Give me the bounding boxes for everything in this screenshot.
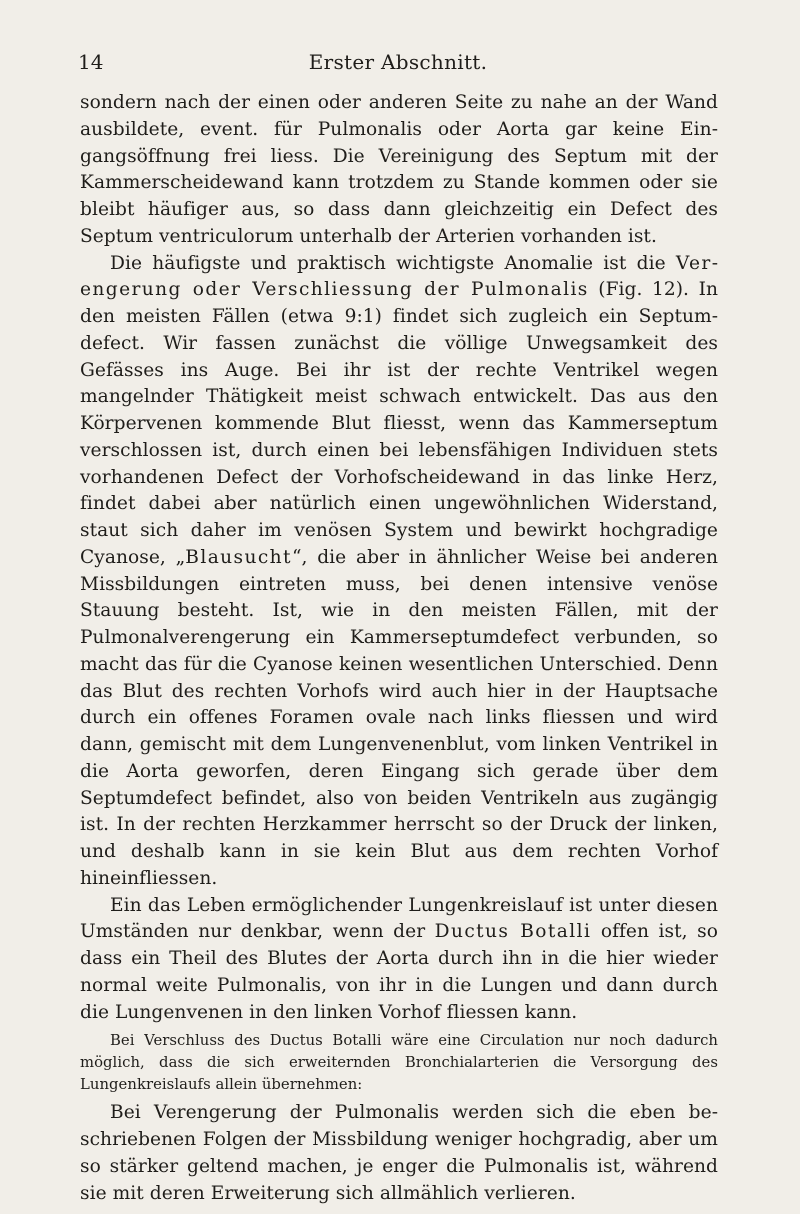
paragraph-3-text-a: Ein das Leben ermöglichender Lungenkreislauf ist unter diesen Umständen nur denkbar, wenn der [80,894,718,943]
paragraph-3-text-b: offen ist, so dass ein Theil des Blutes der Aorta durch ihn in die hier wieder normal weite Pulmonalis, von ihr in die Lungen und dann durch die Lungenvenen in den linken Vorhof fliessen kann. [80,921,718,1023]
note-text: Bei Verschluss des Ductus Botalli wäre eine Circulation nur noch dadurch möglich, dass die sich erweiternden Bronchialarterien die Versorgung des Lungenkreislaufs allein übernehmen: [80,1032,718,1094]
paragraph-1: sondern nach der einen oder anderen Seite zu nahe an der Wand ausbildete, event. für Pulmonalis oder Aorta gar keine Eingangsöffnung frei liess. Die Vereinigung des Septum mit der Kammerscheidewand kann trotzdem zu Stande kommen oder sie bleibt häufiger aus, so dass dann gleichzeitig ein Defect des Septum ventriculorum unterhalb der Arterien vorhanden ist. [80,92,718,247]
paragraph-3 [80,893,718,1027]
paragraph-2-term-blausucht: Blausucht [185,546,292,568]
body-text [80,90,718,1207]
paragraph-2-text-a: Die häufigste und praktisch wichtigste Anomalie ist die [110,252,676,274]
small-print-note [80,1030,718,1096]
paragraph-2-term-pulmonalis: Verengerung oder Verschliessung der Pulmonalis [80,252,718,301]
running-title: Erster Abschnitt. [308,50,488,74]
paragraph-2-text-b: (Fig. 12). In den meisten Fällen (etwa 9:1) findet sich zugleich ein Septumdefect. Wir fassen zunächst die völlige Unwegsamkeit des Gefässes ins Auge. Bei ihr ist der rechte Ventrikel wegen mangelnder Thätigkeit meist schwach entwickelt. Das aus den Körpervenen kommende Blut fliesst, wenn das Kammerseptum verschlossen ist, durch einen bei lebensfähigen Individuen stets vorhandenen Defect der Vorhofscheidewand in das linke Herz, findet dabei aber natürlich einen ungewöhnlichen Widerstand, staut sich daher im venösen System und bewirkt hochgradige Cyanose, „ [80,279,718,568]
page-number: 14 [78,50,104,74]
paragraph-2 [80,251,718,893]
paragraph-4: Bei Verengerung der Pulmonalis werden sich die eben beschriebenen Folgen der Missbildung weniger hochgradig, aber um so stärker geltend machen, je enger die Pulmonalis ist, während sie mit deren Erweiterung sich allmählich verlieren. [80,1102,718,1204]
paragraph-2-text-c: “, die aber in ähnlicher Weise bei anderen Missbildungen eintreten muss, bei denen intensive venöse Stauung besteht. Ist, wie in den meisten Fällen, mit der Pulmonalverengerung ein Kammerseptumdefect verbunden, so macht das für die Cyanose keinen wesentlichen Unterschied. Denn das Blut des rechten Vorhofs wird auch hier in der Hauptsache durch ein offenes Foramen ovale nach links fliessen und wird dann, gemischt mit dem Lungenvenenblut, vom linken Ventrikel in die Aorta geworfen, deren Eingang sich gerade über dem Septumdefect befindet, also von beiden Ventrikeln aus zugängig ist. In der rechten Herzkammer herrscht so der Druck der linken, und deshalb kann in sie kein Blut aus dem rechten Vorhof hineinfliessen. [80,546,718,889]
page-header [78,48,718,76]
paragraph-3-term-ductus-botalli: Ductus Botalli [434,921,592,943]
